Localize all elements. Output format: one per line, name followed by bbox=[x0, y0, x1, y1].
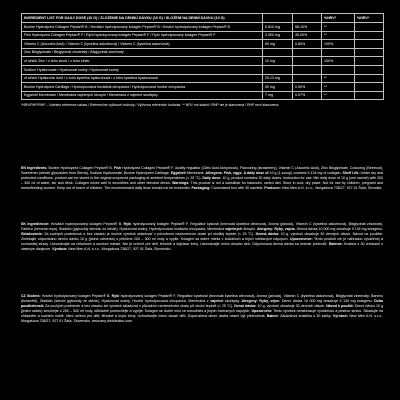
row-ingredient: of which Zinc / z toho zinok / z toho zinek bbox=[22, 57, 263, 66]
section-text: Hovězí hydrolyzovaný kolagen Peptan® B, bbox=[40, 294, 112, 298]
section-text: 10 g, výrobok obsahuje 30 denných dávok. Návod na použitie: Zmiešajte odporúčanú dennú dávku 10 g (jedna odmerka) s približne 200 – 300 ml vody a vypite. Kolagén sa dobre mieša v koktailoch a iných miešaných nápojoch. bbox=[21, 232, 383, 242]
section-label: Návod k použití: bbox=[326, 304, 354, 309]
section-text: Krabica s 30 vreckami s vlastným dizajnom. bbox=[21, 242, 384, 252]
row-percent bbox=[293, 57, 322, 66]
section-label: Daily dose: bbox=[202, 176, 222, 181]
section-label: Alergeny: Ryby, vejce. bbox=[241, 299, 281, 304]
row-amount bbox=[263, 65, 293, 74]
section-text: New Men A.N. s.r.o., Murgašova 738/27, 927 01 Šaľa, Slovensko. www.any-distribution.com bbox=[21, 314, 383, 324]
section-text: Denná dávka 10 000 mg obsahuje 9 134 mg kolagénu. bbox=[295, 227, 383, 232]
row-empty bbox=[355, 40, 384, 49]
section-text: Membrane. bbox=[185, 171, 206, 176]
section-label: Alergény: Ryby, vajcia. bbox=[256, 227, 296, 232]
section-text: Hydrolyzed Collagen Peptan® F, Acidity regulator (Citric Acid Anhydrous), Flavouring (strawberry), Vitamin C (Ascorbic Acid), Zinc Bisglycinate, Colouring (Beetroot), Sweetener (steviol glycosides from Stevia), Sodium Hyaluronate, Bovine Hydrolyzed Cartilage, bbox=[21, 166, 383, 176]
table-row bbox=[22, 83, 384, 92]
row-empty bbox=[355, 23, 384, 32]
table-header-row bbox=[22, 14, 384, 23]
row-nrv: ** bbox=[322, 74, 355, 83]
row-percent bbox=[293, 48, 322, 57]
section-czech bbox=[21, 294, 383, 324]
section-label: Packaging: bbox=[191, 186, 211, 191]
row-percent: 0.50% bbox=[293, 83, 322, 92]
section-label: Fish bbox=[113, 166, 122, 170]
row-ingredient: Eggshell Membrane / Membrána vaječných škrupín / Membrána z vaječné skořápky bbox=[22, 91, 263, 100]
section-text: 10 g (1 scoop) contains 9.134 mg of collagen. bbox=[268, 171, 343, 176]
row-amount bbox=[263, 48, 293, 57]
table-row bbox=[22, 65, 384, 74]
row-percent bbox=[293, 65, 322, 74]
section-text: New Men A.N. s.r.o., Murgašova 738/27, 927 01 Šaľa, Slovakia. bbox=[281, 186, 383, 191]
section-label: Balenie: bbox=[328, 242, 343, 247]
row-ingredient: Zinc Bisglycinate / Bisglycinát zinočnatý / Bisglycinát zinečnatý bbox=[22, 48, 263, 57]
table-row bbox=[22, 57, 384, 66]
section-text: New Men A.N. s.r.o., Murgašova 738/27, 927 01 Šaľa, Slovensko. bbox=[67, 247, 172, 252]
table-row bbox=[22, 74, 384, 83]
section-text: Bovine Hydrolyzed Collagen Peptan® B, bbox=[47, 166, 114, 170]
section-text: 10 g, product contains 30 daily doses. Instruction for use: Mix daily dose of 10 g (one sachet) with 200 – 300 ml of water, stir and drink. Collagen mixes well in smoothies and other blended drinks. bbox=[21, 176, 383, 186]
table-row bbox=[22, 91, 384, 100]
table-row bbox=[22, 40, 384, 49]
row-nrv bbox=[322, 65, 355, 74]
section-text: Hovädzí hydrolyzovaný kolagén Peptan® B, bbox=[49, 222, 124, 226]
section-text: 10 g, výrobek obsahuje 30 denních dávek. bbox=[256, 304, 327, 309]
section-text: This product is not a substitute for balanced, varied diet. Store in cool, dry place. Not for use by children, pregnant and breastfeeding women. Keep out of reach of children. The recommended daily dose should not be exceeded. bbox=[21, 181, 383, 191]
section-label: Upozornenie: bbox=[290, 237, 313, 242]
row-empty bbox=[355, 65, 384, 74]
header-empty bbox=[293, 14, 322, 23]
row-percent: 35.00% bbox=[293, 31, 322, 40]
row-percent: 0.80% bbox=[293, 40, 322, 49]
row-empty bbox=[355, 31, 384, 40]
section-text: Za suchých podmínek a bez zásahu lze výrobek skladovat v původním neotevřeném obalu při okolní teplotě (< 25 °C). bbox=[44, 304, 235, 309]
row-amount: 7 mg bbox=[263, 91, 293, 100]
section-english bbox=[21, 166, 383, 191]
row-nrv: 100% bbox=[322, 40, 355, 49]
row-empty bbox=[355, 74, 384, 83]
row-ingredient: of which Hyaluronic Acid / z toho kyselina hyalurónová / z toho kyselina hyaluronová bbox=[22, 74, 263, 83]
section-label: vaječné bbox=[210, 299, 224, 304]
row-nrv: ** bbox=[322, 83, 355, 92]
nutrition-table bbox=[21, 13, 384, 100]
row-nrv: ** bbox=[322, 23, 355, 32]
section-slovak bbox=[21, 222, 383, 252]
section-label: EN Ingredients: bbox=[21, 166, 48, 170]
header-nrv-2: %NRV* bbox=[355, 14, 384, 23]
section-label: Rybí bbox=[111, 294, 120, 298]
section-text: skořápky. bbox=[223, 299, 242, 304]
section-label: Denná dávka: bbox=[255, 232, 280, 237]
row-ingredient: Fish Hydrolyzed Collagen Peptan® F / Rybí hydrolyzovaný kolagén Peptan® F / Rybí hydrolyzovaný kolagen Peptan® F bbox=[22, 31, 263, 40]
row-amount: 5 810 mg bbox=[263, 23, 293, 32]
section-label: Producer: bbox=[264, 186, 282, 191]
nutrition-section bbox=[21, 13, 383, 107]
row-ingredient: Bovine Hydrolyzed Collagen Peptan® B / Hovädzí hydrolyzovaný kolagén Peptan® B / Hovězí hydrolyzovaný kolagen Peptan® B bbox=[22, 23, 263, 32]
section-text: škrupín. bbox=[242, 227, 257, 232]
row-empty bbox=[355, 48, 384, 57]
row-empty bbox=[355, 57, 384, 66]
header-amount bbox=[263, 14, 293, 23]
section-text: Tento produkt nie je náhradou vyváženej a rozmanitej stravy. Uchovávajte na chladnom a suchom mieste. Nie je určené pre deti, tehotné a dojčiace ženy. Uchovávajte mimo dosahu detí. Odporúčaná denná dávka sa nesmie prekročiť. bbox=[21, 237, 383, 247]
section-text: Customised box with 30 sachets. bbox=[210, 186, 265, 191]
row-nrv: 100% bbox=[322, 57, 355, 66]
row-ingredient: Bovine Hydrolyzed Cartilage / Hydrolyzovaná hovädzia chrupavka / Hydrolyzovaná hovězí chrupavka bbox=[22, 83, 263, 92]
row-amount: 50 mg bbox=[263, 83, 293, 92]
row-amount: 3 500 mg bbox=[263, 31, 293, 40]
section-label: Eggshell bbox=[170, 171, 186, 176]
table-row bbox=[22, 23, 384, 32]
table-footnote: *NRV/RHP/RHP – Nutrient reference values / Referenčné výživové hodnoty / Výživová referenční hodnota. ** NRV not stated / RHP nie je stanovená / RHP není stanovena bbox=[21, 103, 279, 108]
row-empty bbox=[355, 91, 384, 100]
section-label: Doba použitelnosti: bbox=[21, 299, 383, 309]
section-label: Výrobce: bbox=[332, 314, 349, 319]
row-empty bbox=[355, 83, 384, 92]
section-label: Rybí bbox=[123, 222, 132, 226]
section-label: SK Ingrediencie: bbox=[21, 222, 50, 226]
section-label: Shelf Life bbox=[342, 171, 359, 176]
row-nrv: ** bbox=[322, 31, 355, 40]
section-label: CZ Složení: bbox=[21, 294, 41, 298]
row-amount: 80 mg bbox=[263, 40, 293, 49]
row-nrv bbox=[322, 48, 355, 57]
header-nrv: %NRV* bbox=[322, 14, 355, 23]
table-row bbox=[22, 48, 384, 57]
section-text: : Under dry and protected conditions, product can be stored in the original unopened packaging at ambient temperatures (< 25 °C). bbox=[21, 171, 383, 181]
section-label: Skladovanie: bbox=[21, 232, 43, 237]
section-text: Za suchých podmienok a bez zásahu je možné výrobok skladovať v pôvodnom neotvorenom obale pri okolitej teplote (< 25 °C). bbox=[42, 232, 256, 237]
table-body bbox=[22, 23, 384, 100]
row-percent: 0.07% bbox=[293, 91, 322, 100]
row-ingredient: Vitamin C (Ascorbic Acid) / Vitamín C (kyselina askorbová) / Vitamin C (kyselina askorbová) bbox=[22, 40, 263, 49]
header-ingredient: INGREDIENT LIST FOR DAILY DOSE (10 G) / ZLOŽENIE NA DENNÚ DÁVKU (10 G) / SLOŽENÍ NA DENNÍ DÁVKU (10 G) bbox=[22, 14, 263, 23]
section-text: Denní dávku 10 g (jeden sáček) smíchejte s 200 – 300 ml vody, důkladně promíchejte a vypijte. Kolagen se dobře mísí ve smoothies a jiných míchaných nápojích. bbox=[21, 304, 384, 314]
section-text: Denní dávka 10 000 mg obsahuje 9 134 mg kolagenu. bbox=[280, 299, 375, 304]
section-label: Allergens: Fish, eggs. bbox=[205, 171, 243, 176]
row-amount: 29.13 mg bbox=[263, 74, 293, 83]
row-amount: 10 mg bbox=[263, 57, 293, 66]
section-text: hydrolyzovaný kolagen Peptan® F, Regulátor kyselosti (bezvodá kyselina citronová), Aroma (jahoda), Vitamín C (kyselina askorbová), Bisglycinát zinečnatý, Barvivo (boranětě), Sladidlo (steviol glykosidy ze stévie), Hyaluronát sodný, Hovězí hydrolyzovaná chrupavka, Membrána z bbox=[21, 294, 383, 304]
section-label: Denní dávka: bbox=[234, 304, 257, 309]
section-text: Zakázková krabička s 30 sáčky. bbox=[278, 314, 333, 319]
row-percent: 58.10% bbox=[293, 23, 322, 32]
section-label: Warnings: bbox=[172, 181, 190, 186]
section-label: Balení: bbox=[266, 314, 279, 319]
table-row bbox=[22, 31, 384, 40]
section-label: Upozornění: bbox=[251, 309, 273, 314]
row-nrv: ** bbox=[322, 91, 355, 100]
section-label: A daily dose of bbox=[243, 171, 269, 176]
section-text: Tento výrobek nenahrazuje vyváženou a pestrou stravu. Skladujte na chladném a suchém místě. Není určeno pro děti, těhotné a kojící ženy. Uchovávejte mimo dosah dětí. Doporučená denní dávka nesmí být překročena. bbox=[21, 309, 383, 319]
row-ingredient: Sodium Hyaluronate / Hyaluronát sodný / Hyaluronát sodný bbox=[22, 65, 263, 74]
row-percent bbox=[293, 74, 322, 83]
section-label: Výrobca: bbox=[52, 247, 68, 252]
section-text: hydrolyzovaný kolagén Peptan® F, Regulátor kyslosti (bezvodá kyselina citrónová), Aróma (jahoda), Vitamín C (kyselina askorbová), Bisglycinát zinočnatý, Farbivo (červená repa), Sladidlo (glykozidy steviolu zo stévie), Hyaluronát sodný, Hydrolyzovaná hovädzia chrupavka, Membrána bbox=[21, 222, 383, 232]
section-label: vaječných bbox=[225, 227, 243, 232]
